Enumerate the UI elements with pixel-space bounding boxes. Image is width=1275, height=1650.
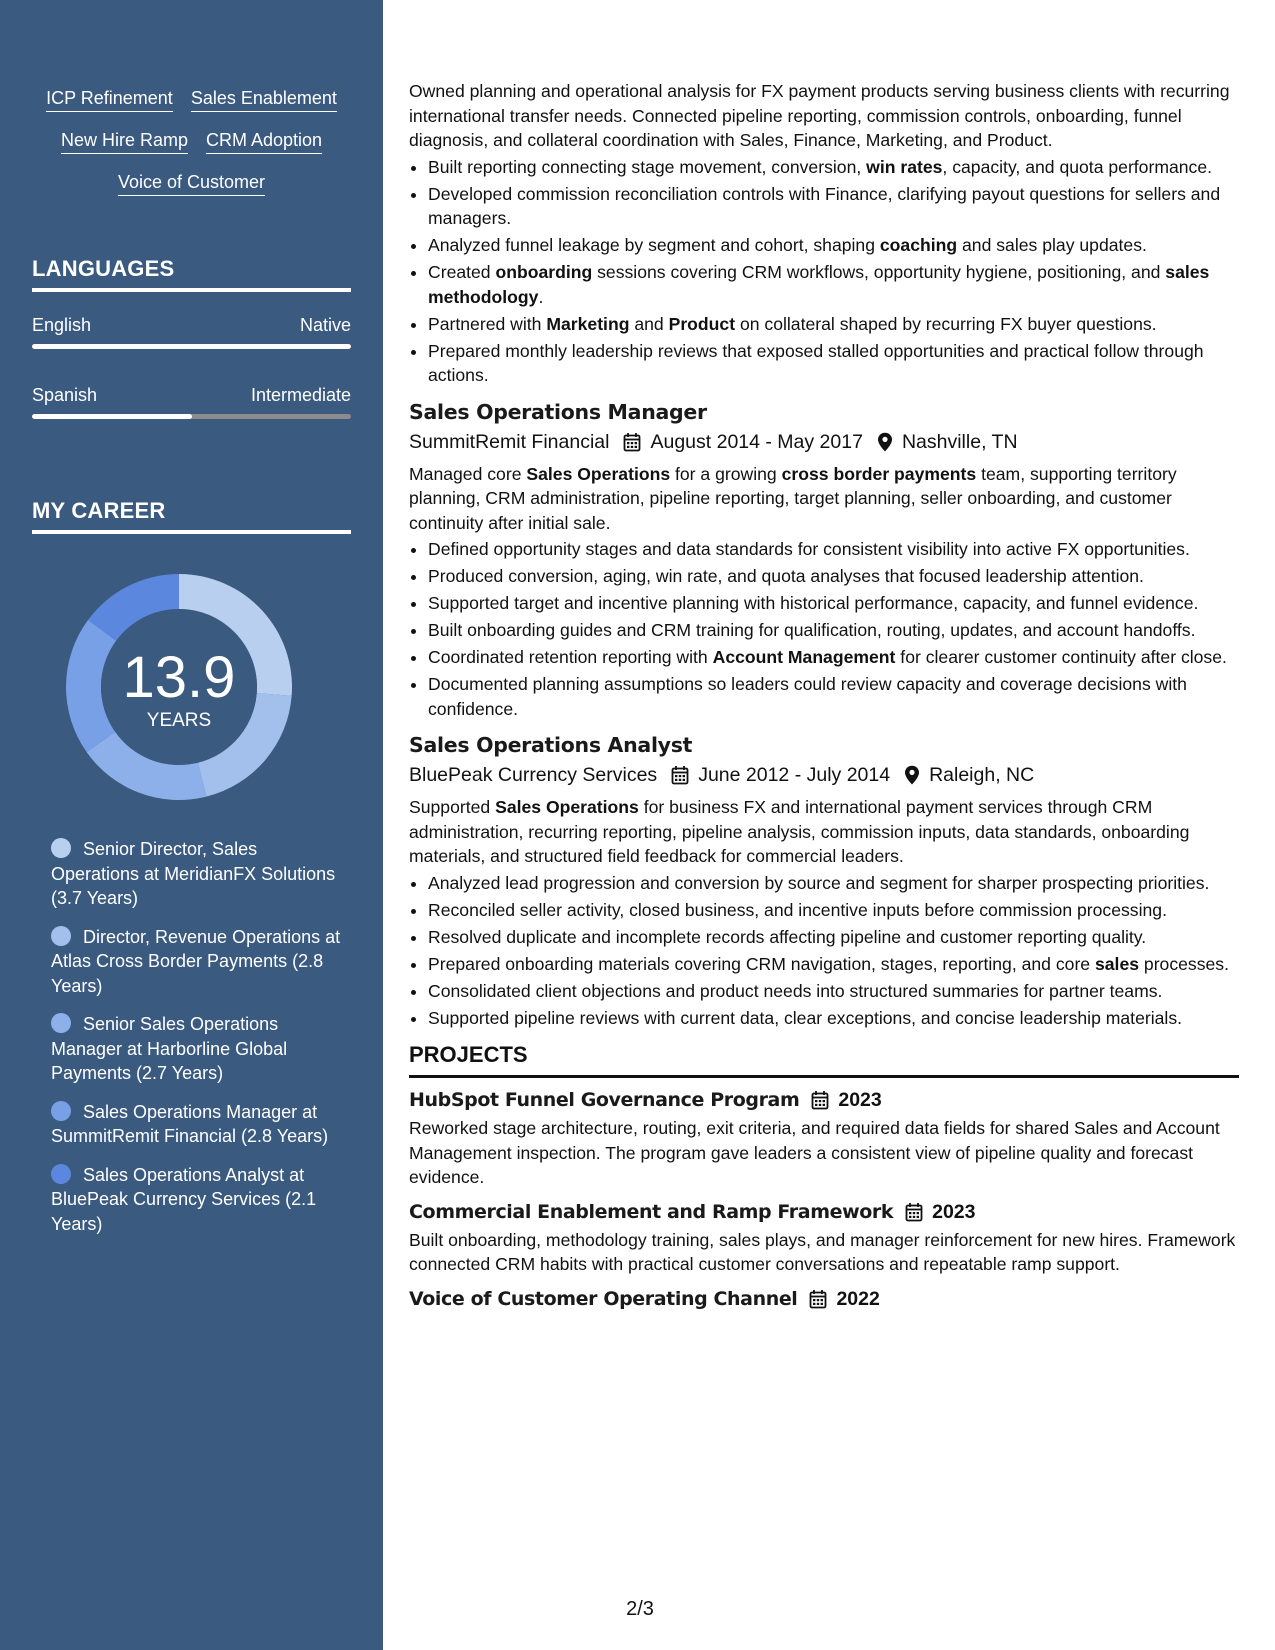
role-title: Sales Operations Manager: [409, 399, 707, 424]
career-legend-text: Director, Revenue Operations at Atlas Cross Border Payments (2.8 Years): [51, 926, 341, 996]
skills-list: [32, 87, 351, 213]
role-dates: June 2012 - July 2014: [698, 764, 891, 786]
language-level: Intermediate: [250, 385, 351, 405]
project-description: Built onboarding, methodology training, sales plays, and manager reinforcement for new hires. Framework connected CRM habits with practical customer conversations and repeatable ramp support.: [409, 1229, 1236, 1274]
main-content: [409, 79, 1239, 1315]
legend-dot-icon: [51, 1164, 71, 1184]
career-legend-item: [51, 1012, 341, 1086]
role-company: SummitRemit Financial: [409, 430, 610, 453]
project-title-row: [409, 1285, 1239, 1313]
role-location: Nashville, TN: [901, 430, 1018, 453]
page-number: 2/3: [626, 1598, 654, 1620]
experience-entry: [409, 398, 1239, 722]
project-year: 2023: [838, 1089, 882, 1111]
role-meta: [409, 761, 1239, 789]
calendar-icon: [811, 1090, 829, 1110]
languages-heading: LANGUAGES: [32, 256, 351, 292]
legend-dot-icon: [51, 1013, 71, 1033]
skill-tag: ICP Refinement: [46, 87, 173, 112]
skill-tag: Voice of Customer: [118, 171, 265, 196]
role-title: Sales Operations Analyst: [409, 733, 693, 757]
role-bullets: [409, 537, 1239, 721]
role-bullets: [409, 871, 1239, 1031]
calendar-icon: [623, 432, 641, 452]
projects-list: [409, 1086, 1239, 1313]
role-location: Raleigh, NC: [929, 764, 1035, 786]
career-total-unit: YEARS: [146, 710, 212, 731]
skill-row: [32, 87, 351, 112]
bullet-item: • Analyzed funnel leakage by segment and cohort, shaping coaching and sales play updates.: [428, 233, 1239, 258]
calendar-icon: [809, 1289, 827, 1309]
skill-tag: Sales Enablement: [191, 87, 337, 112]
projects-heading: PROJECTS: [409, 1042, 1239, 1078]
skill-row: [32, 171, 351, 196]
role-meta: [409, 428, 1239, 456]
bullet-item: • Prepared onboarding materials covering CRM navigation, stages, reporting, and core sales processes.: [428, 952, 1239, 977]
language-level: Native: [299, 315, 351, 335]
language-name: English: [32, 315, 92, 335]
career-legend-text: Sales Operations Manager at SummitRemit Financial (2.8 Years): [51, 1101, 329, 1146]
language-bar-fill: [32, 344, 351, 349]
language-row: [32, 384, 351, 406]
language-name: Spanish: [32, 385, 98, 405]
bullet-item: • Prepared monthly leadership reviews that exposed stalled opportunities and practical follow through actions.: [428, 339, 1239, 388]
calendar-icon: [671, 765, 689, 785]
career-legend-text: Sales Operations Analyst at BluePeak Currency Services (2.1 Years): [51, 1164, 317, 1234]
bullet-item: • Partnered with Marketing and Product on collateral shaped by recurring FX buyer questions.: [428, 312, 1239, 337]
language-bar-fill: [32, 414, 192, 419]
skill-tag: New Hire Ramp: [61, 129, 188, 154]
language-spanish: [32, 384, 351, 419]
role-summary: Supported Sales Operations for business FX and international payment services through CRM administration, recurring reporting, pipeline analysis, commission inputs, data standards, onboarding materials, and structured field feedback for commercial leaders.: [409, 797, 1190, 866]
career-legend-item: [51, 837, 341, 911]
project-title: Commercial Enablement and Ramp Framework: [409, 1200, 894, 1223]
job-bullets: [409, 155, 1239, 388]
bullet-item: • Defined opportunity stages and data standards for consistent visibility into active FX opportunities.: [428, 537, 1239, 562]
language-english: [32, 314, 351, 349]
map-pin-icon: [904, 765, 920, 785]
bullet-item: • Consolidated client objections and product needs into structured summaries for partner teams.: [428, 979, 1239, 1004]
role-company: BluePeak Currency Services: [409, 764, 658, 786]
bullet-item: • Documented planning assumptions so leaders could review capacity and coverage decisions with confidence.: [428, 672, 1239, 721]
career-legend-text: Senior Director, Sales Operations at MeridianFX Solutions (3.7 Years): [51, 839, 336, 908]
bullet-item: • Produced conversion, aging, win rate, and quota analyses that focused leadership attention.: [428, 564, 1239, 589]
career-legend: [51, 837, 341, 1250]
project-title-row: [409, 1198, 1239, 1226]
project-title: HubSpot Funnel Governance Program: [409, 1089, 800, 1111]
career-heading: MY CAREER: [32, 498, 351, 534]
legend-dot-icon: [51, 1101, 71, 1121]
language-bar: [32, 344, 351, 349]
project-entry: [409, 1285, 1239, 1313]
bullet-item: • Resolved duplicate and incomplete records affecting pipeline and customer reporting quality.: [428, 925, 1239, 950]
legend-dot-icon: [51, 838, 71, 858]
skill-row: [32, 129, 351, 154]
experience-list: [409, 398, 1239, 1031]
project-title: Voice of Customer Operating Channel: [409, 1287, 798, 1310]
bullet-item: • Supported target and incentive planning with historical performance, capacity, and funnel evidence.: [428, 591, 1239, 616]
project-entry: [409, 1198, 1239, 1277]
legend-dot-icon: [51, 926, 71, 946]
bullet-item: • Developed commission reconciliation controls with Finance, clarifying payout questions for sellers and managers.: [428, 182, 1239, 231]
bullet-item: • Supported pipeline reviews with current data, clear exceptions, and concise leadership materials.: [428, 1006, 1239, 1031]
bullet-item: • Reconciled seller activity, closed business, and incentive inputs before commission processing.: [428, 898, 1239, 923]
career-legend-item: [51, 1163, 341, 1237]
bullet-item: • Built onboarding guides and CRM training for qualification, routing, updates, and account handoffs.: [428, 618, 1239, 643]
job-summary: Owned planning and operational analysis for FX payment products serving business clients with recurring international transfer needs. Connected pipeline reporting, commission controls, onboarding, funnel diagnosis, and collateral coordination with Sales, Finance, Marketing, and Product.: [409, 81, 1230, 150]
map-pin-icon: [877, 432, 893, 452]
bullet-item: • Coordinated retention reporting with Account Management for clearer customer continuity after close.: [428, 645, 1239, 670]
project-year: 2023: [932, 1200, 976, 1223]
role-dates: August 2014 - May 2017: [650, 430, 863, 453]
role-summary: Managed core Sales Operations for a growing cross border payments team, supporting territory planning, CRM administration, pipeline reporting, target planning, seller onboarding, and customer continuity after initial sale.: [409, 463, 1177, 533]
experience-entry: [409, 731, 1239, 1030]
career-total-years: 13.9: [122, 645, 236, 710]
sidebar: [0, 0, 383, 1650]
calendar-icon: [905, 1202, 923, 1222]
career-donut-chart: [66, 574, 292, 800]
career-legend-text: Senior Sales Operations Manager at Harborline Global Payments (2.7 Years): [51, 1014, 288, 1083]
project-title-row: [409, 1086, 1239, 1114]
skill-tag: CRM Adoption: [206, 129, 322, 154]
language-row: [32, 314, 351, 336]
project-year: 2022: [836, 1287, 880, 1310]
language-bar: [32, 414, 351, 419]
bullet-item: • Built reporting connecting stage movement, conversion, win rates, capacity, and quota performance.: [428, 155, 1239, 180]
career-legend-item: [51, 925, 341, 999]
project-entry: [409, 1086, 1239, 1190]
project-description: Reworked stage architecture, routing, exit criteria, and required data fields for shared Sales and Account Management inspection. The program gave leaders a consistent view of pipeline quality and forecast evidence.: [409, 1118, 1220, 1187]
career-legend-item: [51, 1100, 341, 1149]
bullet-item: • Analyzed lead progression and conversion by source and segment for sharper prospecting priorities.: [428, 871, 1239, 896]
bullet-item: • Created onboarding sessions covering CRM workflows, opportunity hygiene, positioning, and sales methodology.: [428, 260, 1239, 309]
